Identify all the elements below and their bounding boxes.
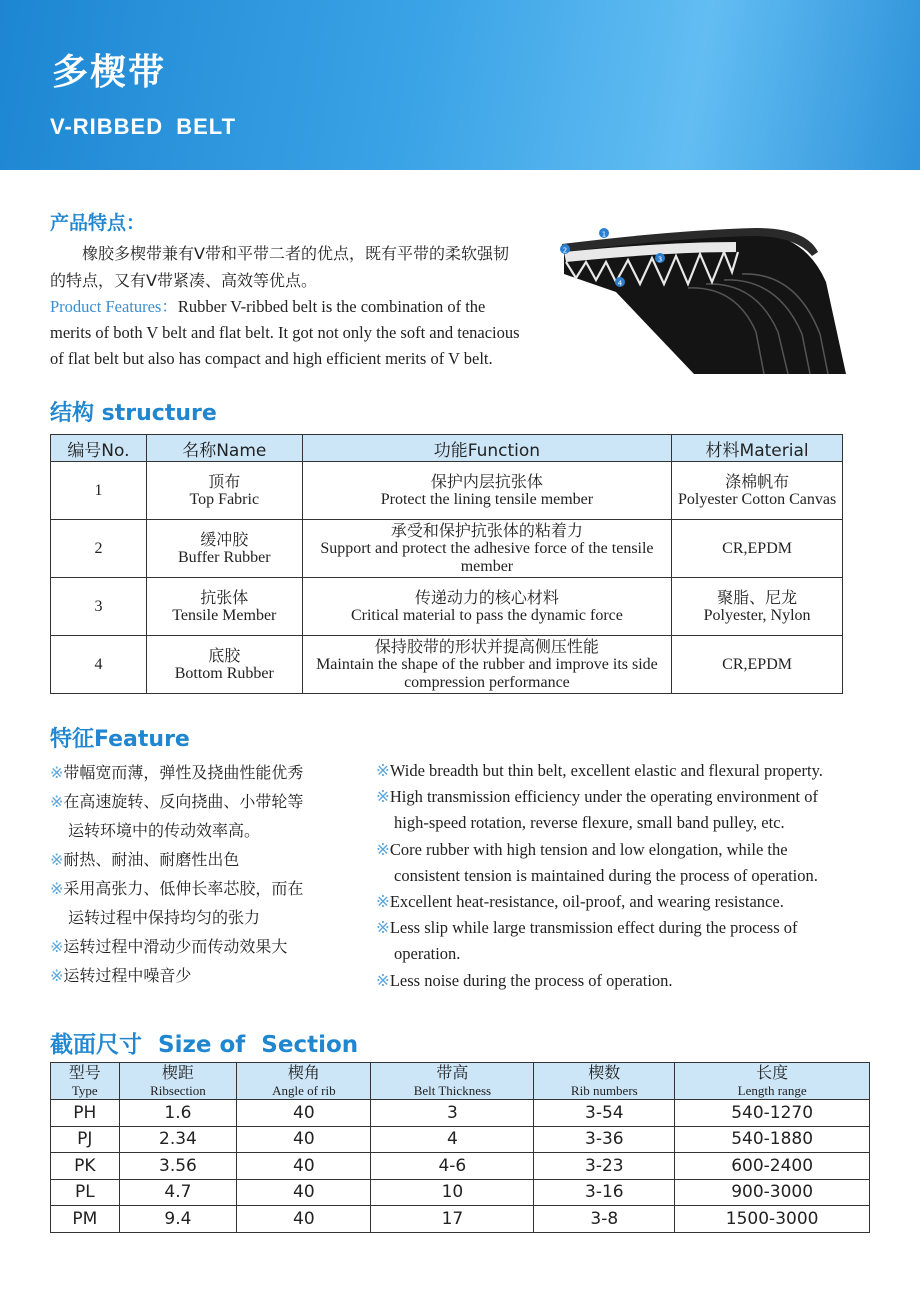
feature-cn-item: 运转环境中的传动效率高。 bbox=[68, 821, 261, 840]
table-row: 4 底胶 Bottom Rubber 保持胶带的形状并提高侧压性能 Maintain the shape of the rubber and improve its side compression performance CR,EPDM bbox=[51, 636, 843, 694]
table-cell: 3-23 bbox=[534, 1153, 675, 1180]
table-row bbox=[51, 1126, 870, 1153]
size-col-header: 楔距 Ribsection bbox=[119, 1063, 237, 1100]
table-row: 2 缓冲胶 Buffer Rubber 承受和保护抗张体的粘着力 Support and protect the adhesive force of the tensile member CR,EPDM bbox=[51, 520, 843, 578]
table-row bbox=[51, 1206, 870, 1233]
bullet-marker: ※ bbox=[50, 763, 64, 782]
table-row: 1 顶布 Top Fabric 保护内层抗张体 Protect the lining tensile member 涤棉帆布 Polyester Cotton Canvas bbox=[51, 462, 843, 520]
title-cn: 多楔带 bbox=[52, 52, 167, 93]
diagram-label-3: 3 bbox=[657, 255, 663, 264]
belt-cross-section-diagram bbox=[556, 222, 846, 380]
bullet-marker: ※ bbox=[50, 792, 64, 811]
table-cell: 3-8 bbox=[534, 1206, 675, 1233]
feature-cn-item: 运转过程中保持均匀的张力 bbox=[68, 908, 261, 927]
table-cell: 3-36 bbox=[534, 1126, 675, 1153]
diagram-label-1: 1 bbox=[601, 230, 607, 239]
bullet-marker: ※ bbox=[376, 787, 390, 807]
header-banner bbox=[0, 0, 920, 170]
table-cell: 900-3000 bbox=[675, 1179, 870, 1206]
bullet-marker: ※ bbox=[376, 970, 390, 990]
bullet-marker: ※ bbox=[50, 966, 64, 985]
structure-table bbox=[50, 434, 843, 694]
table-cell: 3.56 bbox=[119, 1153, 237, 1180]
feature-en-item: consistent tension is maintained during the process of operation. bbox=[394, 865, 818, 885]
table-cell: PL bbox=[51, 1179, 120, 1206]
feature-list-cn bbox=[50, 758, 370, 990]
col-no: 编号No. bbox=[51, 435, 147, 462]
table-cell: 1.6 bbox=[119, 1100, 237, 1127]
table-cell: 40 bbox=[237, 1179, 371, 1206]
title-en: V-RIBBED BELT bbox=[50, 114, 237, 139]
table-cell: 9.4 bbox=[119, 1206, 237, 1233]
size-col-header: 长度 Length range bbox=[675, 1063, 870, 1100]
table-cell: 2.34 bbox=[119, 1126, 237, 1153]
feature-cn-item: ※采用高张力、低伸长率芯胶，而在 bbox=[50, 879, 304, 898]
table-cell: 4-6 bbox=[371, 1153, 534, 1180]
table-cell: PJ bbox=[51, 1126, 120, 1153]
table-cell: 10 bbox=[371, 1179, 534, 1206]
features-cn-text: 橡胶多楔带兼有V带和平带二者的优点，既有平带的柔软强韧的特点，又有V带紧凑、高效等优点。 bbox=[50, 244, 509, 290]
table-cell: 4.7 bbox=[119, 1179, 237, 1206]
size-header-row bbox=[51, 1063, 870, 1100]
table-cell: 3 bbox=[371, 1100, 534, 1127]
bullet-marker: ※ bbox=[376, 892, 390, 912]
size-col-header: 带高 Belt Thickness bbox=[371, 1063, 534, 1100]
feature-cn-item: ※耐热、耐油、耐磨性出色 bbox=[50, 850, 240, 869]
table-cell: 1500-3000 bbox=[675, 1206, 870, 1233]
size-col-header: 楔数 Rib numbers bbox=[534, 1063, 675, 1100]
col-material: 材料Material bbox=[672, 435, 843, 462]
table-cell: 3-54 bbox=[534, 1100, 675, 1127]
table-cell: PK bbox=[51, 1153, 120, 1180]
table-row bbox=[51, 1153, 870, 1180]
table-cell: 4 bbox=[371, 1126, 534, 1153]
table-cell: 40 bbox=[237, 1206, 371, 1233]
table-cell: 540-1270 bbox=[675, 1100, 870, 1127]
table-row bbox=[51, 1179, 870, 1206]
size-heading: 截面尺寸 Size of Section bbox=[50, 1032, 359, 1058]
feature-en-item: ※Excellent heat-resistance, oil-proof, and wearing resistance. bbox=[376, 892, 784, 912]
feature-en-item: ※Core rubber with high tension and low elongation, while the bbox=[376, 839, 788, 859]
size-table bbox=[50, 1062, 870, 1233]
table-cell: 40 bbox=[237, 1126, 371, 1153]
feature-en-item: operation. bbox=[394, 944, 461, 964]
table-cell: 540-1880 bbox=[675, 1126, 870, 1153]
table-cell: 3-16 bbox=[534, 1179, 675, 1206]
table-cell: 40 bbox=[237, 1100, 371, 1127]
table-cell: PH bbox=[51, 1100, 120, 1127]
size-col-header: 型号 Type bbox=[51, 1063, 120, 1100]
features-heading: 产品特点： bbox=[50, 212, 146, 234]
feature-cn-item: ※运转过程中噪音少 bbox=[50, 966, 192, 985]
feature-cn-item: ※运转过程中滑动少而传动效果大 bbox=[50, 937, 288, 956]
feature-en-item: ※High transmission efficiency under the operating environment of bbox=[376, 787, 818, 807]
feature-en-item: ※Less slip while large transmission effect during the process of bbox=[376, 918, 798, 938]
table-cell: 40 bbox=[237, 1153, 371, 1180]
bullet-marker: ※ bbox=[376, 839, 390, 859]
feature-cn-item: ※在高速旋转、反向挠曲、小带轮等 bbox=[50, 792, 304, 811]
feature-en-item: high-speed rotation, reverse flexure, small band pulley, etc. bbox=[394, 813, 785, 833]
table-row bbox=[51, 1100, 870, 1127]
feature-list-en bbox=[376, 758, 906, 994]
bullet-marker: ※ bbox=[50, 937, 64, 956]
feature-en-item: ※Less noise during the process of operation. bbox=[376, 970, 673, 990]
size-col-header: 楔角 Angle of rib bbox=[237, 1063, 371, 1100]
bullet-marker: ※ bbox=[50, 850, 64, 869]
structure-header-row bbox=[51, 435, 843, 462]
bullet-marker: ※ bbox=[50, 879, 64, 898]
features-en-text: Product Features：Rubber V-ribbed belt is the combination of the merits of both V belt and flat belt. It got not only the soft and tenacious of flat belt but also has compact and high efficient merits of V belt. bbox=[50, 297, 520, 368]
col-name: 名称Name bbox=[146, 435, 302, 462]
features-en-label: Product Features： bbox=[50, 297, 178, 316]
feature-heading: 特征Feature bbox=[50, 727, 190, 752]
bullet-marker: ※ bbox=[376, 918, 390, 938]
diagram-label-4: 4 bbox=[617, 279, 623, 288]
table-cell: 600-2400 bbox=[675, 1153, 870, 1180]
feature-en-item: ※Wide breadth but thin belt, excellent elastic and flexural property. bbox=[376, 761, 823, 780]
table-cell: 17 bbox=[371, 1206, 534, 1233]
structure-heading: 结构 structure bbox=[50, 401, 217, 426]
table-cell: PM bbox=[51, 1206, 120, 1233]
col-function: 功能Function bbox=[302, 435, 671, 462]
feature-cn-item: ※带幅宽而薄，弹性及挠曲性能优秀 bbox=[50, 763, 304, 782]
diagram-label-2: 2 bbox=[562, 246, 568, 255]
bullet-marker: ※ bbox=[376, 761, 390, 780]
table-row: 3 抗张体 Tensile Member 传递动力的核心材料 Critical material to pass the dynamic force 聚脂、尼龙 Polyester, Nylon bbox=[51, 578, 843, 636]
